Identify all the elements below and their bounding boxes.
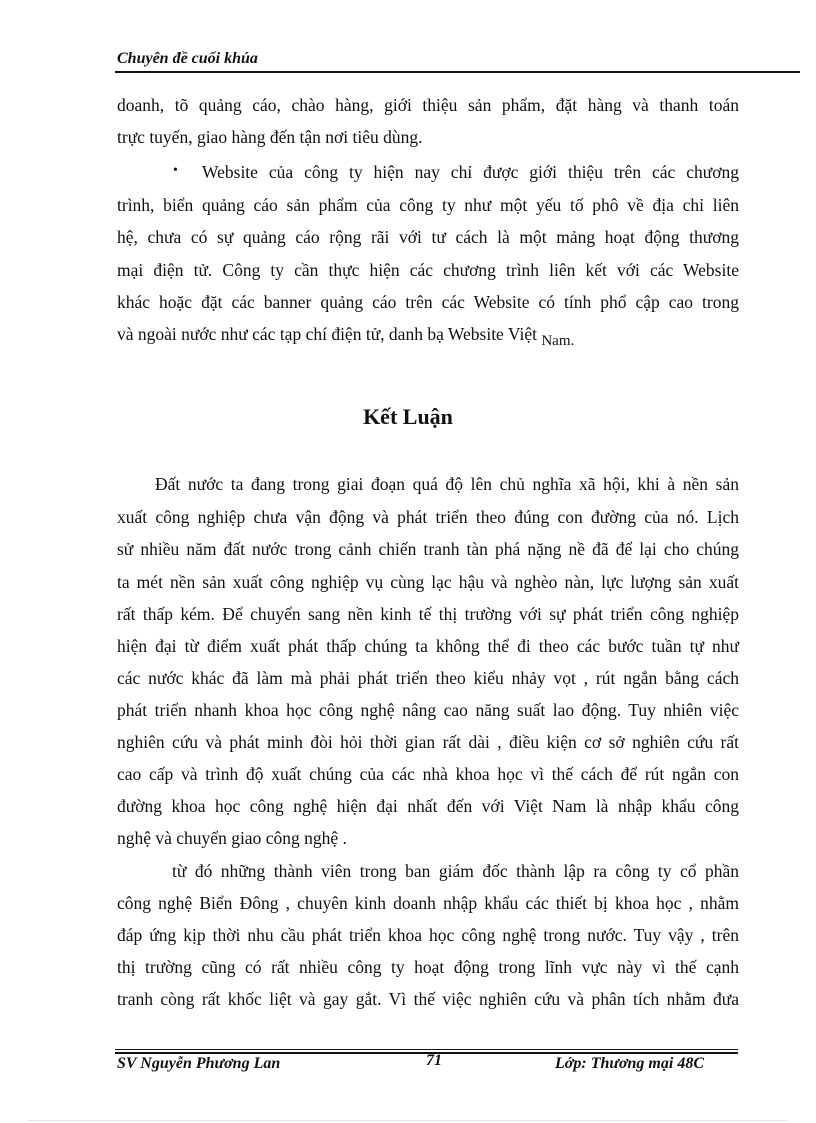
paragraph-line: các nước khác đã làm mà phải phát triển theo kiểu nhảy vọt , rút ngắn bằng cách — [117, 668, 739, 688]
paragraph-line: đáp ứng kịp thời nhu cầu phát triển khoa học công nghệ trong nước. Tuy vậy , trên — [117, 925, 739, 945]
bullet-line: khác hoặc đặt các banner quảng cáo trên các Website có tính phổ cập cao trong — [117, 292, 739, 312]
paragraph-line: cao cấp và trình độ xuất chúng của các nhà khoa học vì thế cách để rút ngắn con — [117, 764, 739, 784]
paragraph-line: công nghệ Biển Đông , chuyên kinh doanh nhập khẩu các thiết bị khoa học , nhằm — [117, 893, 739, 913]
paragraph-line: hiện đại từ điểm xuất phát thấp chúng ta không thể đi theo các bước tuần tự như — [117, 636, 739, 656]
bullet-line: trình, biển quảng cáo sản phẩm của công ty như một yếu tố phô về địa chỉ liên — [117, 195, 739, 215]
bullet-line-last — [117, 324, 739, 349]
paragraph-line: phát triển nhanh khoa học công nghệ nâng cao năng suất lao động. Tuy nhiên việc — [117, 700, 739, 720]
section-heading: Kết Luận — [363, 404, 453, 429]
header-title: Chuyên đề cuối khúa — [117, 50, 258, 67]
footer-student-name: SV Nguyễn Phương Lan — [117, 1055, 281, 1072]
paragraph-line: rất thấp kém. Để chuyển sang nền kinh tế thị trường với sự phát triển công nghiệp — [117, 604, 739, 624]
paragraph-line: nghệ và chuyển giao công nghệ . — [117, 828, 347, 848]
paragraph-line: sử nhiều năm đất nước trong cảnh chiến tranh tàn phá nặng nề đã để lại cho chúng — [117, 539, 739, 559]
paragraph-line: tranh còng rất khốc liệt và gay gắt. Vì thế việc nghiên cứu và phân tích nhằm đưa — [117, 989, 739, 1009]
bullet-line: Website của công ty hiện nay chỉ được giới thiệu trên các chương — [202, 162, 739, 182]
footer-class: Lớp: Thương mại 48C — [555, 1055, 704, 1072]
paragraph-line: ta mét nền sản xuất công nghiệp vụ cùng lạc hậu và nghèo nàn, lực lượng sản xuất — [117, 572, 739, 592]
bullet-line: mại điện tử. Công ty cần thực hiện các chương trình liên kết với các Website — [117, 260, 739, 280]
bullet-line: hệ, chưa có sự quảng cáo rộng rãi với tư cách là một mảng hoạt động thương — [117, 227, 739, 247]
header-rule — [115, 71, 800, 73]
paragraph-line: đường khoa học công nghệ hiện đại nhất đến với Việt Nam là nhập khẩu công — [117, 796, 739, 816]
paragraph-line: Đất nước ta đang trong giai đoạn quá độ lên chủ nghĩa xã hội, khi à nền sản — [155, 474, 739, 494]
footer-rule — [115, 1049, 738, 1050]
bullet-line-text: và ngoài nước như các tạp chí điện tử, danh bạ Website Việt — [117, 324, 537, 344]
body-line: trực tuyến, giao hàng đến tận nơi tiêu dùng. — [117, 127, 423, 147]
paragraph-line: nghiên cứu và phát minh đòi hỏi thời gian rất dài , điều kiện cơ sở nghiên cứu rất — [117, 732, 739, 752]
paragraph-line: thị trường cũng có rất nhiều công ty hoạt động trong lĩnh vực này vì thế cạnh — [117, 957, 739, 977]
page-edge-divider — [28, 1120, 788, 1121]
paragraph-line: xuất công nghiệp chưa vận động và phát triển theo đúng con đường của nó. Lịch — [117, 507, 739, 527]
paragraph-line: từ đó những thành viên trong ban giám đốc thành lập ra công ty cổ phần — [172, 861, 739, 881]
page-number: 71 — [426, 1052, 442, 1069]
body-line: doanh, tõ quảng cáo, chào hàng, giới thiệu sản phẩm, đặt hàng và thanh toán — [117, 95, 739, 115]
bullet-icon: • — [173, 163, 178, 178]
bullet-line-tail: Nam. — [541, 333, 575, 349]
